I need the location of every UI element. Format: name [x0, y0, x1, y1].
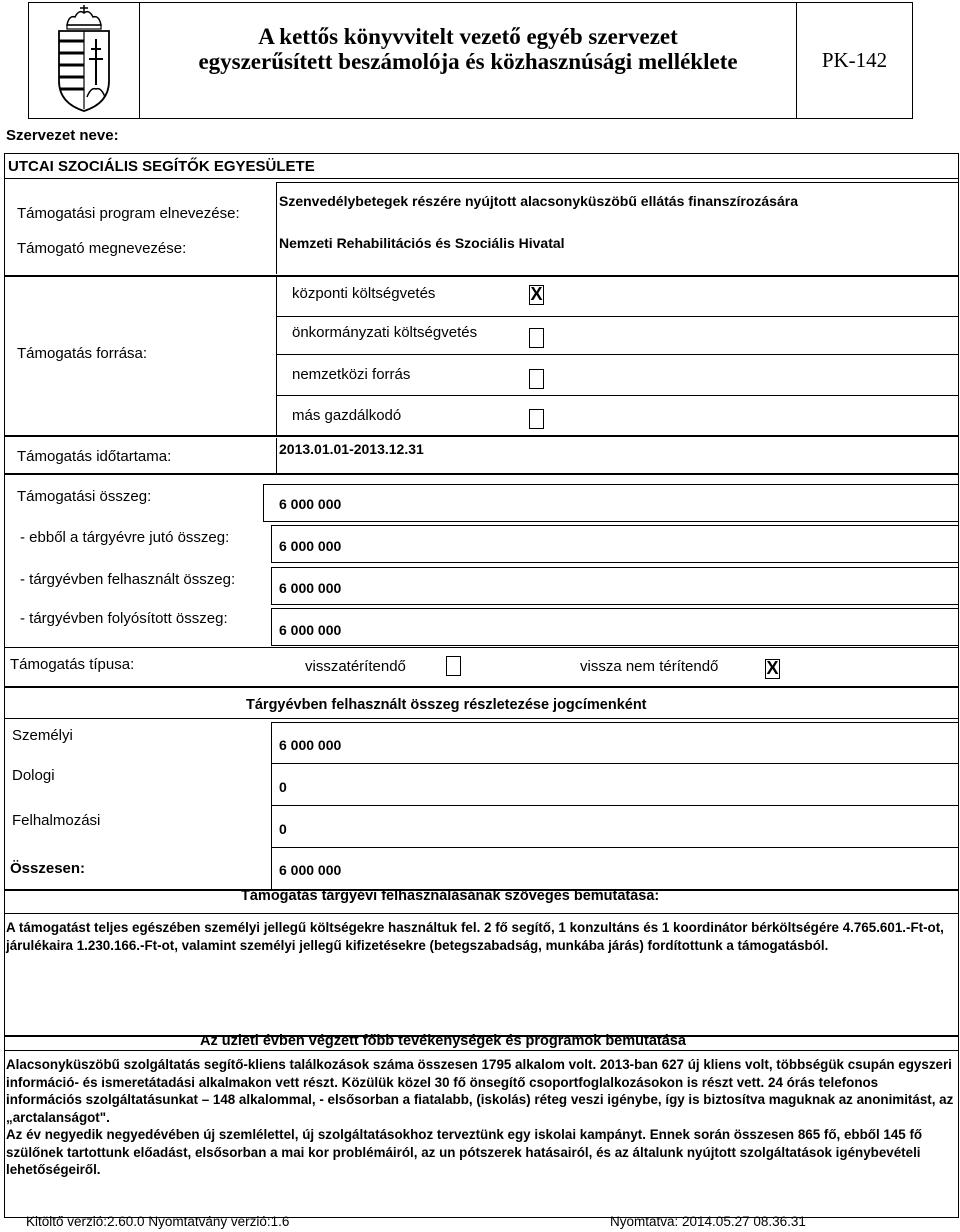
source-option-label: központi költségvetés: [292, 285, 436, 302]
non-repayable-checkbox[interactable]: X: [766, 658, 779, 678]
options-divider-3: [276, 395, 959, 396]
footer-version: Kitöltő verzió:2.60.0 Nyomtatvány verzió:1.6: [26, 1214, 290, 1229]
source-option-label: más gazdálkodó: [292, 407, 402, 424]
usage-text: A támogatást teljes egészében személyi jellegű költségekre használtuk fel. 2 fő segítő, 1 konzultáns és 1 koordinátor bérköltségére 4.765.601.-Ft-ot, járulékaira 1.230.166.-Ft-ot, valamint személyi jellegű kifizetésekre (betegszabadság, munkába járás) fordítottunk a támogatásból.: [6, 920, 944, 953]
amount-value-box: [263, 484, 959, 522]
activities-paragraph: Az év negyedik negyedévében új szemlélettel, új szolgáltatásokhoz terveztünk egy iskolai kampányt. Ennek során összesen 865 fő, ebből 145 fő szülőnek tartottunk előadást, elsősorban a mai kor problémáiról, az un pótszerek hatásairól, és az általunk nyújtott szolgáltatások igénybevételi lehetőségeiről.: [6, 1127, 923, 1177]
non-repayable-label: vissza nem térítendő: [580, 658, 719, 675]
usage-heading: Támogatás tárgyévi felhasználásának szöveges bemutatása:: [241, 888, 660, 904]
repayable-checkbox[interactable]: [446, 656, 461, 676]
form-code: PK-142: [821, 48, 888, 72]
supporter-name: Nemzeti Rehabilitációs és Szociális Hivatal: [279, 235, 565, 251]
source-option-label: önkormányzati költségvetés: [292, 324, 478, 341]
amount-value: 6 000 000: [279, 580, 342, 596]
options-divider-1: [276, 316, 959, 317]
breakdown-value-box: [271, 722, 959, 764]
organization-name: UTCAI SZOCIÁLIS SEGÍTŐK EGYESÜLETE: [8, 158, 315, 175]
usage-divider: [4, 913, 959, 914]
duration-value: 2013.01.01-2013.12.31: [279, 441, 424, 457]
program-name: Szenvedélybetegek részére nyújtott alacsonyküszöbű ellátás finanszírozására: [279, 193, 798, 209]
activities-divider: [4, 1050, 959, 1051]
amount-label: - ebből a tárgyévre jutó összeg:: [20, 529, 230, 546]
source-other-company-checkbox[interactable]: [529, 409, 544, 429]
amount-label: - tárgyévben felhasznált összeg:: [20, 571, 236, 588]
header-logo-cell: [28, 2, 140, 119]
coat-of-arms-icon: [29, 3, 139, 118]
form-title-line2: egyszerűsített beszámolója és közhasznúsági melléklete: [198, 49, 738, 74]
source-international-checkbox[interactable]: [529, 369, 544, 389]
source-central-budget-checkbox[interactable]: X: [530, 284, 543, 304]
breakdown-row-value: 0: [279, 779, 287, 795]
support-type-row: [4, 647, 959, 687]
footer-printed: Nyomtatva: 2014.05.27 08.36.31: [610, 1214, 806, 1229]
form-title-line1: A kettős könyvvitelt vezető egyéb szervezet: [258, 24, 678, 49]
supporter-label: Támogató megnevezése:: [17, 240, 187, 257]
breakdown-heading: Tárgyévben felhasznált összeg részletezése jogcímenként: [246, 697, 647, 713]
support-type-label: Támogatás típusa:: [10, 656, 135, 673]
breakdown-total-box: [271, 848, 959, 890]
amount-value-box: [271, 567, 959, 605]
amount-value-box: [271, 525, 959, 563]
breakdown-row-value: 6 000 000: [279, 737, 342, 753]
breakdown-value-box: [271, 806, 959, 848]
options-divider-2: [276, 354, 959, 355]
activities-heading: Az üzleti évben végzett főbb tevékenységek és programok bemutatása: [200, 1033, 686, 1049]
activities-paragraph: Alacsonyküszöbű szolgáltatás segítő-kliens találkozások száma összesen 1795 alkalom volt. 2013-ban 627 új kliens volt, többségük csupán egyszeri információ- és ismeretátadási alkalmakon vett részt. Közülük közel 30 fő önsegítő csoportfoglalkozásokon is részt vett. 24 órás telefonos információs szolgáltatásunkat – 148 alkalommal, - elsősorban a fiatalabb, (iskolás) réteg veszi igénybe, így is biztosítva maguknak az anonimitást, az „arctalanságot".: [6, 1057, 954, 1125]
breakdown-divider: [4, 718, 959, 719]
amount-value: 6 000 000: [279, 538, 342, 554]
source-option-label: nemzetközi forrás: [292, 366, 411, 383]
repayable-label: visszatérítendő: [305, 658, 406, 675]
breakdown-row-label: Dologi: [12, 767, 55, 784]
amount-value: 6 000 000: [279, 622, 342, 638]
duration-label: Támogatás időtartama:: [17, 448, 172, 465]
program-label: Támogatási program elnevezése:: [17, 205, 240, 222]
breakdown-value-box: [271, 764, 959, 806]
breakdown-total-value: 6 000 000: [279, 862, 342, 878]
amount-label: Támogatási összeg:: [17, 488, 152, 505]
usage-section: [4, 890, 959, 1036]
amount-value: 6 000 000: [279, 496, 342, 512]
amount-label: - tárgyévben folyósított összeg:: [20, 610, 228, 627]
breakdown-row-label: Személyi: [12, 727, 73, 744]
breakdown-row-label: Felhalmozási: [12, 812, 101, 829]
funding-source-label: Támogatás forrása:: [17, 345, 148, 362]
organization-label: Szervezet neve:: [6, 127, 119, 144]
source-local-budget-checkbox[interactable]: [529, 328, 544, 348]
breakdown-total-label: Összesen:: [10, 860, 86, 877]
amount-value-box: [271, 608, 959, 646]
breakdown-row-value: 0: [279, 821, 287, 837]
